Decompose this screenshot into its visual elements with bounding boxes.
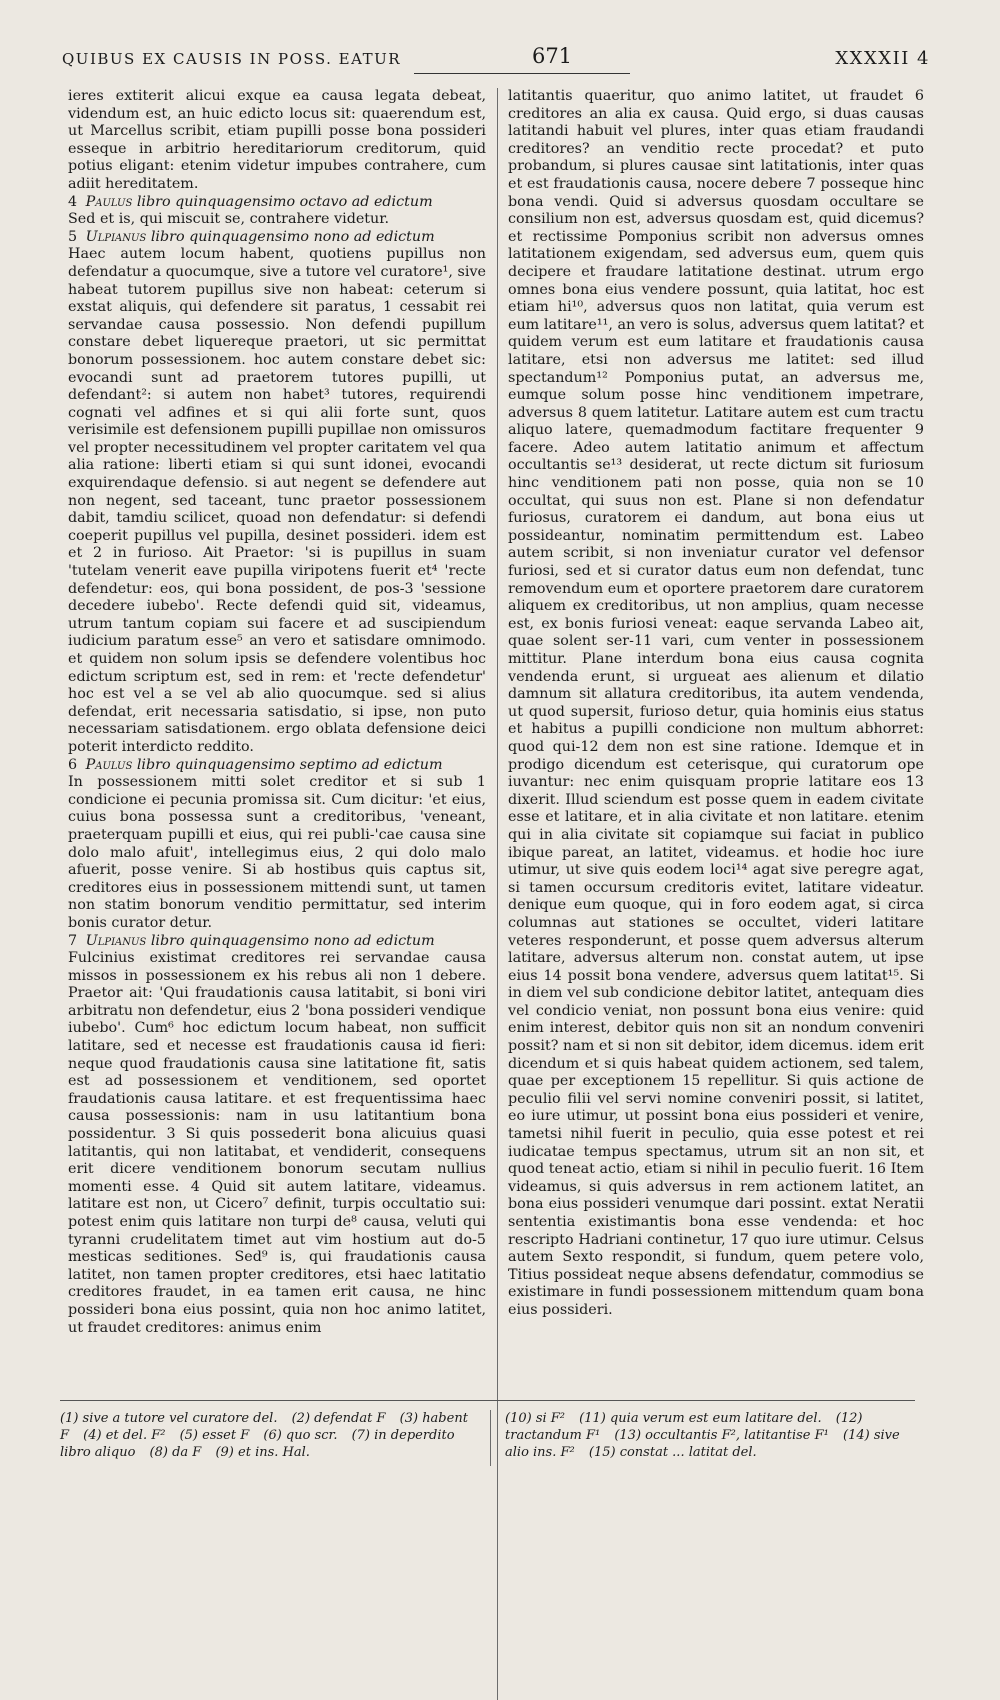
left-column xyxy=(68,88,486,1337)
section-author: Paulus xyxy=(85,756,133,773)
section-work: libro quinquagensimo octavo ad edictum xyxy=(136,193,433,210)
section-author: Ulpianus xyxy=(85,228,147,245)
section-6-heading xyxy=(68,757,486,775)
section-7-heading xyxy=(68,933,486,951)
right-column xyxy=(508,88,924,1320)
footnote-rule xyxy=(60,1400,915,1401)
header-rule xyxy=(414,73,630,74)
footnote: (12) tractandum F¹ xyxy=(505,1411,863,1443)
footnote: (14) sive alio ins. F² xyxy=(505,1428,900,1460)
section-number: 5 xyxy=(68,228,78,245)
footnote: (7) in deperdito libro aliquo xyxy=(60,1428,455,1460)
section-7-text: Fulcinius existimat creditores rei servandae causa missos in possessionem ex his rebus ali non 1 debere. Praetor ait: 'Qui fraudationis causa latitabit, si boni viri arbitratu non defendetur, eius 2 'bona possideri vendique iubebo'. Cum⁶ hoc edictum locum habeat, non sufficit latitare, sed et necesse est fraudationis causa id fieri: neque quod fraudationis causa sine latitatione fit, satis est ad possessionem et venditionem, sed oportet fraudationis causa latitare. et est frequentissima haec causa possessionis: nam in usu latitantium bona possidentur. 3 Si quis possederit bona alicuius quasi latitantis, qui non latitabat, et vendiderit, consequens erit dicere venditionem bonorum secutam nullius momenti esse. 4 Quid sit autem latitare, videamus. latitare est non, ut Cicero⁷ definit, turpis occultatio sui: potest enim quis latitare non turpi de⁸ causa, veluti qui tyranni crudelitatem timet aut vim hostium aut do-5 mesticas seditiones. Sed⁹ is, qui fraudationis causa latitet, non tamen propter creditores, etsi haec latitatio creditores fraudet, in ea tamen erit causa, ne hinc possideri bona eius possint, quia non hoc animo latitet, ut fraudet creditores: animus enim xyxy=(68,950,486,1336)
section-5-heading xyxy=(68,229,486,247)
book-title: XXXXII 4 xyxy=(835,48,930,69)
footnote: (4) et del. F² xyxy=(83,1428,166,1443)
footnote-divider xyxy=(490,1410,491,1466)
section-work: libro quinquagensimo nono ad edictum xyxy=(150,228,435,245)
footnote: (1) sive a tutore vel curatore del. xyxy=(60,1411,278,1426)
section-number: 7 xyxy=(68,932,78,949)
footnote: (5) esset F xyxy=(179,1428,250,1443)
section-work: libro quinquagensimo nono ad edictum xyxy=(150,932,435,949)
section-author: Paulus xyxy=(85,193,133,210)
section-number: 6 xyxy=(68,756,78,773)
footnote: (9) et ins. Hal. xyxy=(215,1445,310,1460)
footnotes-left xyxy=(60,1410,478,1461)
footnote: (15) constat ... latitat del. xyxy=(588,1445,757,1460)
section-4-text: Sed et is, qui miscuit se, contrahere videtur. xyxy=(68,211,390,228)
section-work: libro quinquagensimo septimo ad edictum xyxy=(136,756,443,773)
footnote: (6) quo scr. xyxy=(263,1428,338,1443)
section-4-heading xyxy=(68,194,486,212)
page-number: 671 xyxy=(531,44,573,68)
column-divider xyxy=(497,88,498,1700)
section-5-text: Haec autem locum habent, quotiens pupillus non defendatur a quocumque, sive a tutore vel curatore¹, sive habeat tutorem pupillus sive non habeat: ceterum si exstat aliquis, qui defendere sit paratus, 1 cessabit rei servandae causa possessio. Non defendi pupillum constare debet liquereque praetori, ut sic permittat bonorum possessionem. hoc autem constare debet sic: evocandi sunt ad praetorem tutores pupilli, ut defendant²: si autem non habet³ tutores, requirendi cognati vel adfines et si qui alii forte sunt, quos verisimile est defensionem pupilli pupillae non omissuros vel propter necessitudinem vel propter caritatem vel qua alia ratione: liberti etiam si qui sunt idonei, evocandi exquirendaque defensio. si aut negent se defendere aut non negent, sed taceant, tunc praetor possessionem dabit, tamdiu scilicet, quoad non defendatur: si defendi coeperit pupillus vel pupilla, desinet possideri. idem est et 2 in furioso. Ait Praetor: 'si is pupillus in suam 'tutelam venerit eave pupilla viripotens fuerit et⁴ 'recte defendetur: eos, qui bona possident, de pos-3 'sessione decedere iubebo'. Recte defendi quid sit, videamus, utrum tantum copiam sui facere et ad suscipiendum iudicium paratum esse⁵ an vero et satisdare omnimodo. et quidem non solum ipsis se defendere volentibus hoc edictum scriptum est, sed in rem: et 'recte defendetur' hoc est vel a se vel ab alio quocumque. sed si alius defendat, erit necessaria satisdatio, si ipse, non puto necessariam satisdationem. ergo oblata defensione deici poterit interdicto reddito. xyxy=(68,246,486,755)
running-header xyxy=(62,44,930,78)
paragraph-continuation: ieres extiterit alicui exque ea causa legata debeat, videndum est, an huic edicto locus sit: quaerendum est, ut Marcellus scribit, etiam pupilli posse bona possideri esseque in arbitrio hereditariorum creditorum, quid potius eligant: etenim videtur impubes contrahere, cum adiit hereditatem. xyxy=(68,88,486,192)
footnote: (8) da F xyxy=(149,1445,202,1460)
footnote: (2) defendat F xyxy=(291,1411,386,1426)
footnote: (10) si F² xyxy=(505,1411,566,1426)
footnote: (13) occultantis F², latitantise F¹ xyxy=(614,1428,829,1443)
footnotes-right xyxy=(505,1410,920,1461)
section-number: 4 xyxy=(68,193,78,210)
right-column-text: latitantis quaeritur, quo animo latitet, ut fraudet 6 creditores an alia ex causa. Quid ergo, si duas causas latitandi habuit vel plures, inter quas etiam fraudandi creditores? an venditio recte procedat? et puto probandum, si plures causae sint latitationis, inter quas et est fraudationis causa, nocere debere 7 posseque hinc bona vendi. Quid si adversus quosdam occultare se consilium non est, adversus quosdam est, quid dicemus? et rectissime Pomponius scribit non adversus omnes latitationem exigendam, sed adversus eum, quem quis decipere et fraudare latitatione destinat. utrum ergo omnes bona eius vendere possunt, quia latitat, hoc est etiam hi¹⁰, adversus quos non latitat, quia verum est eum latitare¹¹, an vero is solus, adversus quem latitat? et quidem verum est eum latitare et fraudationis causa latitare, etsi non adversus me latitet: sed illud spectandum¹² Pomponius putat, an adversus me, eumque solum posse hinc venditionem impetrare, adversus 8 quem latitetur. Latitare autem est cum tractu aliquo latere, quemadmodum factitare frequenter 9 facere. Adeo autem latitatio animum et affectum occultantis se¹³ desiderat, ut recte dictum sit furiosum hinc venditionem pati non posse, quia non se 10 occultat, qui suus non est. Plane si non defendatur furiosus, curatorem ei dandum, aut bona eius ut possideantur, nominatim permittendum est. Labeo autem scribit, si non inveniatur curator vel defensor furiosi, sed et si curator datus eum non defendat, tunc removendum eum et oportere praetorem dare curatorem aliquem ex creditoribus, ut non amplius, quam necesse est, ex bonis furiosi veneat: eaque servanda Labeo ait, quae solent ser-11 vari, cum venter in possessionem mittitur. Plane interdum bona eius causa cognita vendenda erunt, si urgueat aes alienum et dilatio damnum sit allatura creditoribus, ita autem vendenda, ut quod supersit, furioso detur, quia hominis eius status et habitus a pupilli condicione non multum abhorret: quod qui-12 dem non est sine ratione. Idemque et in prodigo dicendum est ceterisque, qui curatorum ope iuvantur: nec enim quisquam proprie latitare eos 13 dixerit. Illud sciendum est posse quem in eadem civitate esse et latitare, et in alia civitate et non latitare. etenim qui in alia civitate sit copiamque sui faciat in publico ibique pareat, an latitet, videamus. et hodie hoc iure utimur, ut sive quis eodem loci¹⁴ agat sive peregre agat, si tamen occursum creditoris evitet, latitare videatur. denique eum quoque, qui in foro eodem agat, si circa columnas aut stationes se occultet, videri latitare veteres responderunt, et posse quem adversus alterum latitare, adversus alterum non. constat autem, ut ipse eius 14 possit bona vendere, adversus quem latitat¹⁵. Si in diem vel sub condicione debitor latitet, antequam dies vel condicio veniat, non possunt bona eius venire: quid enim interest, debitor quis non sit an nondum conveniri possit? nam et si non sit debitor, idem dicemus. idem erit dicendum et si quis habeat quidem actionem, sed talem, quae per exceptionem 15 repellitur. Si quis actione de peculio filii vel servi nomine conveniri possit, si latitet, eo iure utimur, ut possint bona eius possideri et venire, tametsi nihil fuerit in peculio, quia esse potest et rei iudicatae tempus spectamus, utrum sit an non sit, et quod teneat actio, etiam si nihil in peculio fuerit. 16 Item videamus, si quis adversus in rem actionem latitet, an bona eius possideri venumque dari possint. extat Neratii sententia existimantis bona esse vendenda: et hoc rescripto Hadriani continetur, 17 quo iure utimur. Celsus autem Sexto respondit, si fundum, quem petere volo, Titius possideat neque absens defendatur, commodius se existimare in fundi possessionem mittendum quam bona eius possideri. xyxy=(508,88,924,1318)
footnote: (11) quia verum est eum latitare del. xyxy=(579,1411,822,1426)
section-author: Ulpianus xyxy=(85,932,147,949)
footnote: (3) habent F xyxy=(60,1411,468,1443)
running-title: QUIBUS EX CAUSIS IN POSS. EATUR xyxy=(62,50,402,68)
section-6-text: In possessionem mitti solet creditor et si sub 1 condicione ei pecunia promissa sit. Cum dicitur: 'et eius, cuius bona possessa sunt a creditoribus, 'veneant, praeterquam pupilli et eius, qui rei publi-'cae causa sine dolo malo afuit', intellegimus eius, 2 qui dolo malo afuerit, posse venire. Si ab hostibus quis captus sit, creditores eius in possessionem mittendi sunt, ut tamen non statim bonorum venditio permittatur, sed interim bonis curator detur. xyxy=(68,774,486,931)
